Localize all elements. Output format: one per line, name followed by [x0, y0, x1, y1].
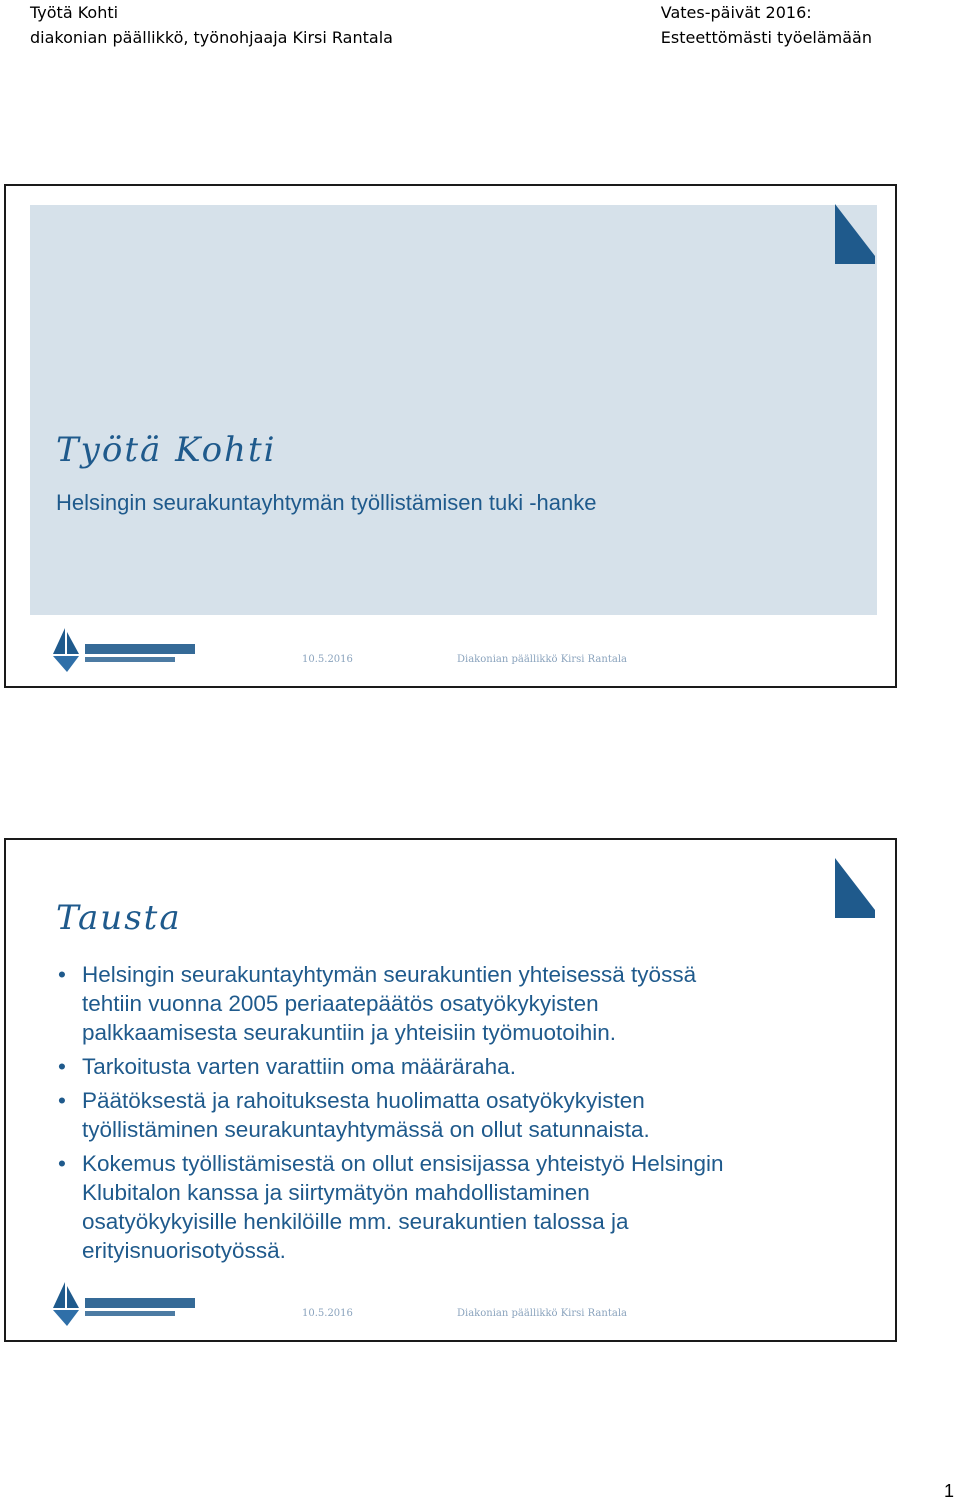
corner-sail-icon — [835, 858, 875, 918]
list-item: • Kokemus työllistämisestä on ollut ensisijassa yhteistyö Helsingin Klubitalon kanssa ja siirtymätyön mahdollistaminen osatyökykyisille henkilöille mm. seurakuntien talossa ja erityisnuorisotyössä. — [58, 1151, 724, 1263]
list-item: • Tarkoitusta varten varattiin oma määräraha. — [58, 1054, 516, 1079]
footer-author: Diakonian päällikkö Kirsi Rantala — [457, 1308, 627, 1319]
header-event-subtitle: Esteettömästi työelämään — [660, 28, 872, 47]
list-item: • Päätöksestä ja rahoituksesta huolimatta osatyökykyisten työllistäminen seurakuntayhtymässä on ollut satunnaista. — [58, 1088, 650, 1142]
bullet-icon: • — [58, 1151, 66, 1176]
corner-sail-icon — [835, 204, 875, 264]
slide-1 — [4, 184, 897, 688]
page-header-left — [30, 0, 393, 50]
footer-date: 10.5.2016 — [302, 1308, 353, 1319]
kirkko-helsingissa-logo — [49, 624, 199, 676]
header-event: Vates-päivät 2016: — [660, 3, 812, 22]
page-header-right — [661, 0, 872, 50]
bullet-icon: • — [58, 1088, 66, 1113]
bullet-list — [52, 960, 852, 1270]
list-item: • Helsingin seurakuntayhtymän seurakuntien yhteisessä työssä tehtiin vuonna 2005 periaatepäätös osatyökykyisten palkkaamisesta seurakuntiin ja yhteisiin työmuotoihin. — [58, 962, 697, 1045]
bullet-icon: • — [58, 962, 66, 987]
slide-title: Työtä Kohti — [56, 430, 277, 470]
slide-2 — [4, 838, 897, 1342]
header-title: Työtä Kohti — [30, 3, 119, 22]
footer-author: Diakonian päällikkö Kirsi Rantala — [457, 654, 627, 665]
title-panel — [30, 205, 877, 615]
slide-title: Tausta — [56, 898, 182, 938]
footer-date: 10.5.2016 — [302, 654, 353, 665]
page-number: 1 — [943, 1481, 954, 1501]
header-author: diakonian päällikkö, työnohjaaja Kirsi Rantala — [30, 28, 393, 47]
slide-subtitle: Helsingin seurakuntayhtymän työllistämisen tuki -hanke — [56, 490, 597, 515]
kirkko-helsingissa-logo — [49, 1278, 199, 1330]
bullet-icon: • — [58, 1054, 66, 1079]
